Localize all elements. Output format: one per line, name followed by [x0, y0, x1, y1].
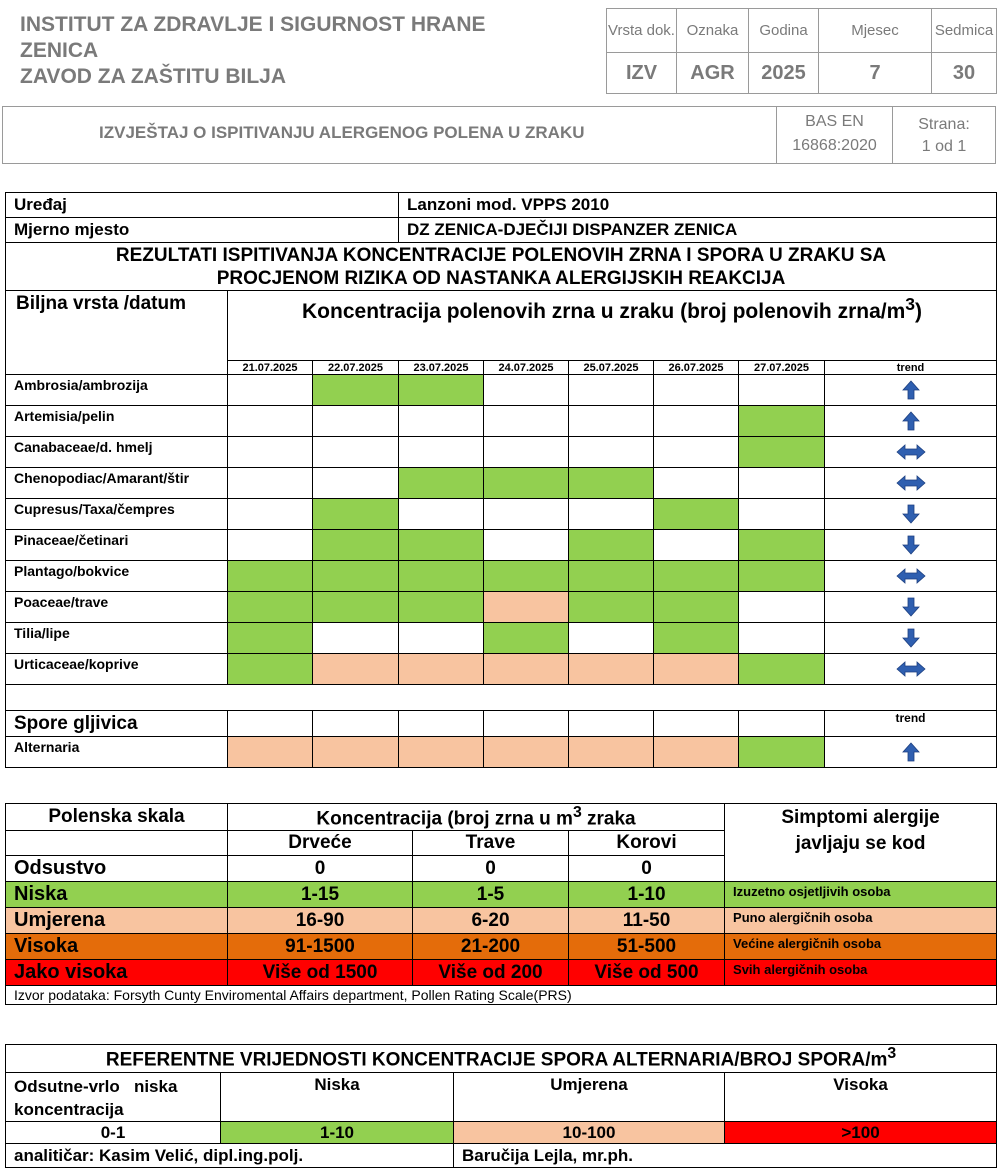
ref-cat-absent	[6, 1073, 221, 1122]
second-signature: Baručija Lejla, mr.ph.	[454, 1144, 997, 1168]
level-trees-absent: 0	[228, 856, 413, 882]
spore-level-cell	[399, 737, 484, 768]
spore-level-cell	[654, 737, 739, 768]
plant-level-cell	[569, 437, 654, 468]
report-standard	[776, 107, 893, 163]
plant-level-cell	[484, 592, 569, 623]
analyst-signature: analitičar: Kasim Velić, dipl.ing.polj.	[6, 1144, 454, 1168]
plant-level-cell	[228, 499, 313, 530]
location-label: Mjerno mjesto	[6, 218, 399, 243]
plant-level-cell	[569, 375, 654, 406]
scale-concentration-text: Koncentracija (broj zrna u m	[316, 808, 573, 830]
arrow-left-right-icon	[896, 660, 926, 677]
ref-cat-high: Visoka	[725, 1073, 997, 1122]
alternaria-title-text: REFERENTNE VRIJEDNOSTI KONCENTRACIJE SPORA ALTERNARIA/BROJ SPORA/m	[105, 1049, 888, 1071]
ref-val-high: >100	[725, 1122, 997, 1144]
plant-name: Cupresus/Taxa/čempres	[6, 499, 228, 530]
symptoms-header-line-2: javljaju se kod	[795, 833, 926, 854]
meta-label-week: Sedmica	[932, 9, 997, 53]
arrow-up-icon	[902, 743, 920, 760]
col-weeds-header: Korovi	[569, 831, 725, 856]
location-value: DZ ZENICA-DJEČIJI DISPANZER ZENICA	[399, 218, 997, 243]
plant-level-cell	[569, 654, 654, 685]
plant-level-cell	[228, 654, 313, 685]
plant-name: Ambrosia/ambrozija	[6, 375, 228, 406]
plant-trend-cell	[825, 623, 997, 654]
plant-level-cell	[399, 654, 484, 685]
plant-level-cell	[654, 437, 739, 468]
report-page-number	[893, 107, 995, 163]
symptoms-header	[725, 804, 997, 882]
plant-level-cell	[654, 561, 739, 592]
spore-trend-cell	[825, 737, 997, 768]
spore-name: Alternaria	[6, 737, 228, 768]
results-title-line-2: PROCJENOM RIZIKA OD NASTANKA ALERGIJSKIH REAKCIJA	[216, 267, 786, 289]
scale-concentration-header	[228, 804, 725, 831]
plant-level-cell	[399, 499, 484, 530]
plant-level-cell	[228, 530, 313, 561]
plant-level-cell	[228, 592, 313, 623]
plant-name: Chenopodiac/Amarant/štir	[6, 468, 228, 499]
date-header-1: 21.07.2025	[228, 361, 313, 375]
level-grasses-moderate: 6-20	[413, 908, 569, 934]
spore-rows	[6, 737, 997, 768]
spore-level-cell	[569, 737, 654, 768]
level-name-high: Visoka	[6, 934, 228, 960]
level-trees-high: 91-1500	[228, 934, 413, 960]
plant-level-cell	[228, 623, 313, 654]
level-weeds-low: 1-10	[569, 882, 725, 908]
plant-level-cell	[569, 530, 654, 561]
plant-trend-cell	[825, 468, 997, 499]
plant-trend-cell	[825, 406, 997, 437]
plant-level-cell	[654, 406, 739, 437]
arrow-down-icon	[902, 536, 920, 553]
plant-level-cell	[313, 530, 399, 561]
plant-level-cell	[569, 499, 654, 530]
institute-name	[20, 12, 610, 90]
plant-level-cell	[569, 592, 654, 623]
plant-level-cell	[313, 406, 399, 437]
level-symptoms-low: Izuzetno osjetljivih osoba	[725, 882, 997, 908]
level-row-very-high	[6, 960, 997, 986]
plant-level-cell	[399, 375, 484, 406]
device-label: Uređaj	[6, 193, 399, 218]
meta-value-type: IZV	[607, 53, 677, 94]
plant-level-cell	[484, 406, 569, 437]
spore-level-cell	[739, 737, 825, 768]
plant-level-cell	[739, 406, 825, 437]
plant-trend-cell	[825, 592, 997, 623]
col-trees-header: Drveće	[228, 831, 413, 856]
concentration-header-text: Koncentracija polenovih zrna u zraku (broj polenovih zrna/m	[302, 300, 906, 323]
species-date-header: Biljna vrsta /datum	[6, 291, 228, 375]
level-symptoms-moderate: Puno alergičnih osoba	[725, 908, 997, 934]
level-trees-low: 1-15	[228, 882, 413, 908]
spore-level-cell	[313, 737, 399, 768]
meta-value-week: 30	[932, 53, 997, 94]
pollen-scale-table	[5, 803, 997, 1005]
arrow-left-right-icon	[896, 567, 926, 584]
plant-level-cell	[654, 375, 739, 406]
level-symptoms-high: Većine alergičnih osoba	[725, 934, 997, 960]
date-header-7: 27.07.2025	[739, 361, 825, 375]
alternaria-reference-table	[5, 1044, 997, 1168]
separator-row	[6, 685, 997, 711]
plant-level-cell	[654, 592, 739, 623]
plant-level-cell	[399, 437, 484, 468]
spore-level-cell	[484, 737, 569, 768]
plant-level-cell	[313, 561, 399, 592]
plant-level-cell	[484, 499, 569, 530]
plant-level-cell	[654, 654, 739, 685]
date-header-4: 24.07.2025	[484, 361, 569, 375]
date-header-3: 23.07.2025	[399, 361, 484, 375]
arrow-down-icon	[902, 629, 920, 646]
spores-header-cell	[399, 711, 484, 737]
plant-row	[6, 437, 997, 468]
plant-level-cell	[484, 623, 569, 654]
arrow-up-icon	[902, 412, 920, 429]
plant-rows	[6, 375, 997, 685]
plant-level-cell	[313, 623, 399, 654]
plant-level-cell	[313, 654, 399, 685]
plant-level-cell	[569, 468, 654, 499]
plant-level-cell	[739, 654, 825, 685]
plant-level-cell	[313, 468, 399, 499]
plant-name: Canabaceae/d. hmelj	[6, 437, 228, 468]
plant-level-cell	[569, 406, 654, 437]
spore-level-cell	[228, 737, 313, 768]
concentration-header	[228, 291, 997, 361]
plant-level-cell	[399, 468, 484, 499]
plant-level-cell	[484, 530, 569, 561]
plant-name: Pinaceae/četinari	[6, 530, 228, 561]
plant-row	[6, 592, 997, 623]
results-title	[6, 243, 997, 291]
spores-header-cell	[569, 711, 654, 737]
level-row-high	[6, 934, 997, 960]
spores-header-cell	[654, 711, 739, 737]
plant-level-cell	[484, 654, 569, 685]
plant-level-cell	[484, 375, 569, 406]
arrow-left-right-icon	[896, 443, 926, 460]
spores-header: Spore gljivica	[6, 711, 228, 737]
date-header-5: 25.07.2025	[569, 361, 654, 375]
plant-trend-cell	[825, 499, 997, 530]
plant-level-cell	[739, 530, 825, 561]
plant-level-cell	[313, 592, 399, 623]
plant-level-cell	[399, 561, 484, 592]
meta-label-type: Vrsta dok.	[607, 9, 677, 53]
plant-name: Plantago/bokvice	[6, 561, 228, 592]
scale-header-empty	[6, 831, 228, 856]
plant-name: Artemisia/pelin	[6, 406, 228, 437]
standard-line-2: 16868:2020	[792, 137, 877, 154]
meta-label-year: Godina	[749, 9, 819, 53]
plant-level-cell	[739, 592, 825, 623]
plant-row	[6, 375, 997, 406]
plant-trend-cell	[825, 437, 997, 468]
arrow-down-icon	[902, 505, 920, 522]
alternaria-title-sup: 3	[887, 1045, 897, 1063]
scale-concentration-end: zraka	[581, 808, 636, 830]
report-title-box	[2, 106, 996, 164]
plant-row	[6, 468, 997, 499]
spores-trend-header: trend	[825, 711, 997, 737]
page-label: Strana:	[918, 116, 970, 133]
level-grasses-low: 1-5	[413, 882, 569, 908]
plant-level-cell	[399, 592, 484, 623]
arrow-down-icon	[902, 598, 920, 615]
plant-level-cell	[484, 437, 569, 468]
plant-level-cell	[739, 468, 825, 499]
plant-level-cell	[654, 623, 739, 654]
ref-cat-absent-line-1: Odsutne-vrlo niska	[14, 1077, 178, 1096]
meta-label-month: Mjesec	[819, 9, 932, 53]
level-weeds-absent: 0	[569, 856, 725, 882]
institute-line-2: ZENICA	[20, 39, 99, 62]
plant-row	[6, 406, 997, 437]
plant-level-cell	[313, 437, 399, 468]
level-symptoms-very-high: Svih alergičnih osoba	[725, 960, 997, 986]
meta-value-code: AGR	[677, 53, 749, 94]
plant-level-cell	[313, 499, 399, 530]
spores-header-cell	[739, 711, 825, 737]
scale-concentration-sup: 3	[572, 804, 582, 821]
arrow-up-icon	[902, 381, 920, 398]
plant-level-cell	[313, 375, 399, 406]
ref-val-absent: 0-1	[6, 1122, 221, 1144]
plant-row	[6, 499, 997, 530]
plant-level-cell	[654, 468, 739, 499]
plant-name: Poaceae/trave	[6, 592, 228, 623]
ref-cat-absent-line-2: koncentracija	[14, 1100, 124, 1119]
plant-row	[6, 623, 997, 654]
col-grasses-header: Trave	[413, 831, 569, 856]
scale-source: Izvor podataka: Forsyth Cunty Enviromental Affairs department, Pollen Rating Scale(PRS)	[6, 986, 997, 1005]
plant-trend-cell	[825, 654, 997, 685]
spores-header-cell	[228, 711, 313, 737]
plant-level-cell	[654, 499, 739, 530]
plant-row	[6, 654, 997, 685]
meta-label-code: Oznaka	[677, 9, 749, 53]
level-grasses-high: 21-200	[413, 934, 569, 960]
plant-row	[6, 530, 997, 561]
plant-trend-cell	[825, 530, 997, 561]
document-meta-table	[606, 8, 997, 94]
concentration-header-end: )	[915, 300, 923, 323]
date-header-6: 26.07.2025	[654, 361, 739, 375]
separator-cell	[6, 685, 997, 711]
level-weeds-high: 51-500	[569, 934, 725, 960]
level-name-absent: Odsustvo	[6, 856, 228, 882]
spores-header-cell	[484, 711, 569, 737]
trend-header: trend	[825, 361, 997, 375]
plant-trend-cell	[825, 375, 997, 406]
plant-level-cell	[228, 437, 313, 468]
spores-header-cell	[313, 711, 399, 737]
concentration-header-sup: 3	[905, 294, 916, 314]
plant-level-cell	[739, 375, 825, 406]
plant-level-cell	[399, 406, 484, 437]
plant-row	[6, 561, 997, 592]
meta-value-month: 7	[819, 53, 932, 94]
device-value: Lanzoni mod. VPPS 2010	[399, 193, 997, 218]
ref-val-low: 1-10	[221, 1122, 454, 1144]
level-row-low	[6, 882, 997, 908]
plant-name: Urticaceae/koprive	[6, 654, 228, 685]
plant-level-cell	[399, 623, 484, 654]
plant-level-cell	[228, 375, 313, 406]
alternaria-reference-title	[6, 1045, 997, 1073]
plant-level-cell	[228, 406, 313, 437]
plant-level-cell	[484, 561, 569, 592]
page-value: 1 od 1	[921, 138, 967, 155]
scale-header: Polenska skala	[6, 804, 228, 831]
level-trees-very-high: Više od 1500	[228, 960, 413, 986]
ref-cat-low: Niska	[221, 1073, 454, 1122]
symptoms-header-line-1: Simptomi alergije	[781, 807, 940, 828]
plant-name: Tilia/lipe	[6, 623, 228, 654]
level-trees-moderate: 16-90	[228, 908, 413, 934]
plant-level-cell	[654, 530, 739, 561]
plant-level-cell	[228, 468, 313, 499]
plant-level-cell	[739, 499, 825, 530]
pollen-results-table	[5, 192, 997, 768]
institute-line-3: ZAVOD ZA ZAŠTITU BILJA	[20, 65, 286, 88]
institute-line-1: INSTITUT ZA ZDRAVLJE I SIGURNOST HRANE	[20, 13, 486, 36]
standard-line-1: BAS EN	[805, 113, 864, 130]
level-grasses-very-high: Više od 200	[413, 960, 569, 986]
report-title: IZVJEŠTAJ O ISPITIVANJU ALERGENOG POLENA U ZRAKU	[99, 123, 585, 142]
level-weeds-moderate: 11-50	[569, 908, 725, 934]
meta-value-year: 2025	[749, 53, 819, 94]
spore-row	[6, 737, 997, 768]
plant-level-cell	[739, 437, 825, 468]
ref-val-moderate: 10-100	[454, 1122, 725, 1144]
plant-level-cell	[228, 561, 313, 592]
plant-level-cell	[569, 561, 654, 592]
plant-level-cell	[569, 623, 654, 654]
plant-level-cell	[739, 561, 825, 592]
level-row-moderate	[6, 908, 997, 934]
level-name-very-high: Jako visoka	[6, 960, 228, 986]
plant-level-cell	[739, 623, 825, 654]
plant-trend-cell	[825, 561, 997, 592]
ref-cat-moderate: Umjerena	[454, 1073, 725, 1122]
level-name-low: Niska	[6, 882, 228, 908]
plant-level-cell	[399, 530, 484, 561]
level-grasses-absent: 0	[413, 856, 569, 882]
date-header-2: 22.07.2025	[313, 361, 399, 375]
level-weeds-very-high: Više od 500	[569, 960, 725, 986]
level-name-moderate: Umjerena	[6, 908, 228, 934]
plant-level-cell	[484, 468, 569, 499]
arrow-left-right-icon	[896, 474, 926, 491]
results-title-line-1: REZULTATI ISPITIVANJA KONCENTRACIJE POLENOVIH ZRNA I SPORA U ZRAKU SA	[115, 244, 887, 266]
